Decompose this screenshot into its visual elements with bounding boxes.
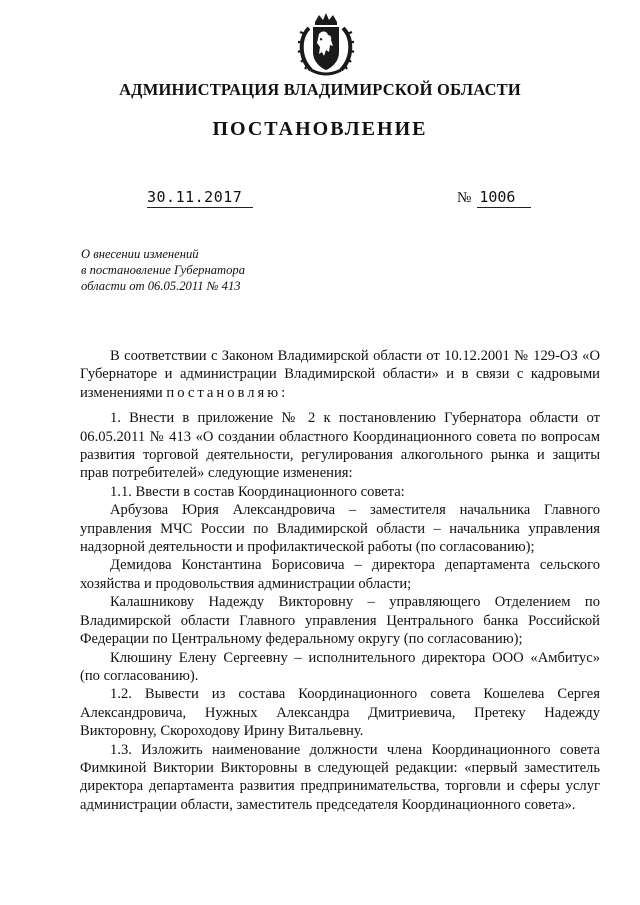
document-type-title: ПОСТАНОВЛЕНИЕ <box>212 118 428 140</box>
document-body <box>80 347 600 814</box>
number-sign: № <box>457 190 472 206</box>
paragraph-arbuzov: Арбузова Юрия Александровича – заместителя начальника Главного управления МЧС России по Владимирской области – начальника управления надзорной деятельности и профилактической работы (по согласованию); <box>80 502 600 556</box>
paragraph-1-3: 1.3. Изложить наименование должности члена Координационного совета Фимкиной Виктории Викторовны в следующей редакции: «первый заместитель директора департамента развития предпринимательства, торговли и сферы услуг администрации области, заместитель председателя Координационного совета». <box>80 741 600 813</box>
subject-line: в постановление Губернатора <box>81 263 245 277</box>
paragraph-kalashnikova: Калашникову Надежду Викторовну – управляющего Отделением по Владимирской области Главного управления Центрального банка Российской Федерации по Центральному федеральному округу (по согласованию); <box>80 594 600 648</box>
document-subject <box>81 246 245 294</box>
preamble-text: В соответствии с Законом Владимирской области от 10.12.2001 № 129-ОЗ «О Губернаторе и администрации Владимирской области» и в связи с кадровыми изменениями <box>80 348 600 401</box>
preamble-paragraph <box>80 347 600 402</box>
preamble-keyword: постановляю: <box>166 384 289 401</box>
document-number-block <box>457 188 531 208</box>
paragraph-1-1: 1.1. Ввести в состав Координационного совета: <box>110 483 405 500</box>
organization-title: АДМИНИСТРАЦИЯ ВЛАДИМИРСКОЙ ОБЛАСТИ <box>119 80 521 99</box>
paragraph-1-2: 1.2. Вывести из состава Координационного совета Кошелева Сергея Александровича, Нужных Александра Дмитриевича, Претеку Надежду Викторовну, Скороходову Ирину Витальевну. <box>80 686 600 740</box>
document-number: 1006 <box>477 188 531 208</box>
coat-of-arms-icon <box>297 12 355 78</box>
paragraph-1: 1. Внести в приложение № 2 к постановлению Губернатора области от 06.05.2011 № 413 «О создании областного Координационного совета по вопросам развития торговой деятельности, регулирования алкогольного рынка и защиты прав потребителей» следующие изменения: <box>80 410 600 482</box>
paragraph-demidova: Демидова Константина Борисовича – директора департамента сельского хозяйства и продовольствия администрации области; <box>80 557 600 592</box>
document-date: 30.11.2017 <box>147 188 253 208</box>
subject-line: О внесении изменений <box>81 247 199 261</box>
subject-line: области от 06.05.2011 № 413 <box>81 279 241 293</box>
paragraph-klyushina: Клюшину Елену Сергеевну – исполнительного директора ООО «Амбитус» (по согласованию). <box>80 649 600 684</box>
